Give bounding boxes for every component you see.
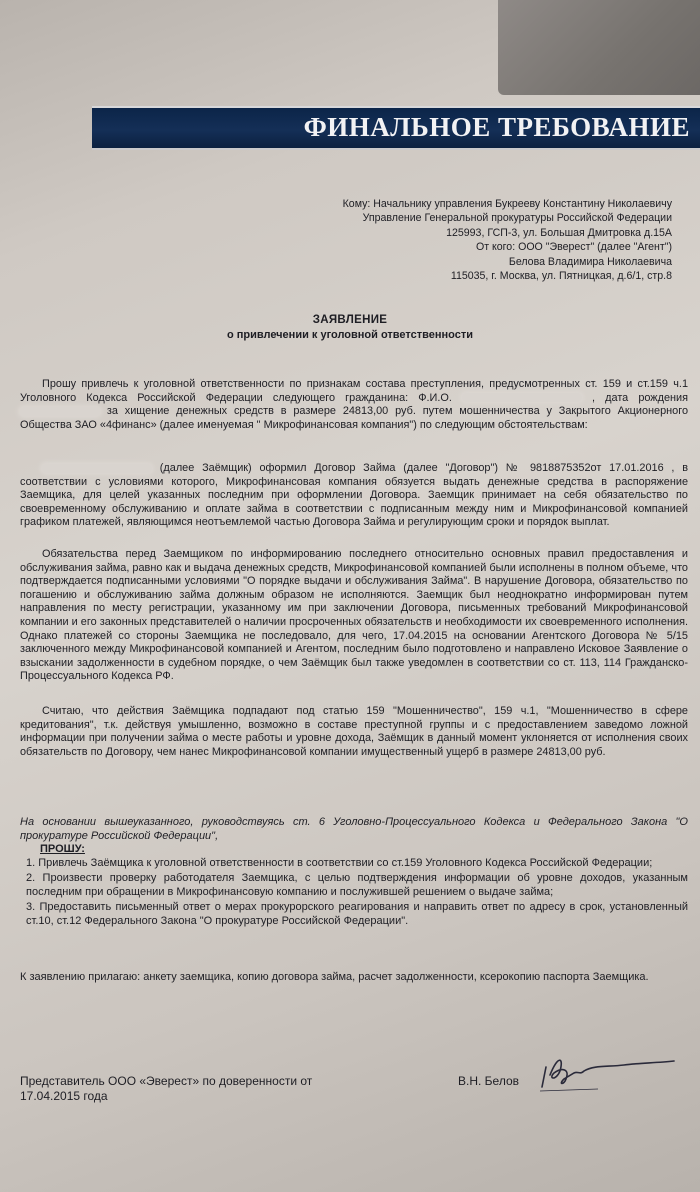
basis-paragraph: На основании вышеуказанного, руководствуясь ст. 6 Уголовно-Процессуального Кодекса и Федерального Закона "О прокуратуре Российской Федерации", bbox=[20, 816, 688, 842]
redacted-field bbox=[462, 393, 582, 402]
paragraph-text: , дата рождения bbox=[592, 391, 689, 404]
paragraph-text: Обязательства перед Заемщиком по информированию последнего относительно основных правил предоставления и обслуживания займа, равно как и выдача денежных средств, Микрофинансовой компанией были исполнены в полном объеме, что подтверждается подписанными условиями "О порядке выдачи и обслуживания Займа". В нарушение Договора, обязательство по погашению и обслуживанию займа должным образом не исполняются. Заемщик был неоднократно информирован путем направления по месту регистрации, указанному им при заключении Договора, письменных требований Микрофинансовой компании и его законных представителей о наличии просроченных обязательств и необходимости их своевременного исполнения. Однако платежей со стороны Заемщика не последовало, для чего, 17.04.2015 на основании Агентского Договора № 5/15 заключенного между Микрофинансовой компанией и Агентом, последним было подготовлено и направлено Исковое Заявление о взыскании задолженности в судебном порядке, о чем Заёмщик был также уведомлен в соответствии со ст. 113, 114 Гражданско-Процессуального Кодекса РФ. bbox=[20, 548, 688, 683]
redacted-field bbox=[42, 464, 152, 473]
address-line: Кому: Начальнику управления Букрееву Константину Николаевичу bbox=[342, 198, 672, 210]
request-heading: ПРОШУ: bbox=[40, 843, 85, 855]
paragraph-contract bbox=[20, 462, 688, 530]
representative-line: Представитель ООО «Эверест» по доверенности от bbox=[20, 1074, 313, 1088]
request-items bbox=[26, 856, 688, 929]
envelope-window bbox=[498, 0, 700, 95]
address-line: Белова Владимира Николаевича bbox=[508, 255, 672, 268]
paragraph-text: (далее Заёмщик) оформил Договор Займа (далее "Договор") № 9818875352от 17.01.2016 , в соответствии с условиями которого, Микрофинансовая компания обязуется выдать денежные средства в распоряжение Заемщика, для целей указанных последним при оформлении Договора. Заемщик принимает на себя обязательство по своевременному обслуживанию и оплате займа в соответствии с подписанным между ним и Микрофинансовой компанией графиком платежей, являющимся неотъемлемой частью Договора Займа и регулирующим сроки и порядок выплат. bbox=[20, 462, 688, 529]
address-line: 125993, ГСП-3, ул. Большая Дмитровка д.15А bbox=[446, 226, 672, 239]
address-line: Управление Генеральной прокуратуры Российской Федерации bbox=[362, 212, 672, 225]
banner-title: ФИНАЛЬНОЕ ТРЕБОВАНИЕ bbox=[303, 112, 690, 142]
header-banner bbox=[92, 106, 700, 150]
representative-date: 17.04.2015 года bbox=[20, 1089, 108, 1103]
address-line: От кого: ООО "Эверест" (далее "Агент") bbox=[475, 241, 672, 254]
paragraph-text: Считаю, что действия Заёмщика подпадают под статью 159 "Мошенничество", 159 ч.1, "Мошенничество в сфере кредитования", т.к. действуя умышленно, возможно в составе преступной группы и с предоставлением заведомо ложной информации при получении займа о месте работы и уровне дохода, Заёмщик в данный момент уклоняется от исполнения своих обязательств по Договору, чем нанес Микрофинансовой компании имущественный ущерб в размере 24813,00 руб. bbox=[20, 705, 688, 758]
request-item: 1. Привлечь Заёмщика к уголовной ответственности в соответствии со ст.159 Уголовного Кодекса Российской Федерации; bbox=[26, 857, 653, 869]
signer-name: В.Н. Белов bbox=[458, 1074, 520, 1088]
statement-subtitle: о привлечении к уголовной ответственности bbox=[226, 329, 474, 341]
paragraph-assessment bbox=[20, 705, 688, 759]
paragraph-text: Прошу привлечь к уголовной ответственности по признакам состава преступления, предусмотренных ст. 159 и ст.159 ч.1 Уголовного Кодекса Российской Федерации следующего гражданина: Ф.И.О. bbox=[20, 378, 688, 404]
paragraph-request bbox=[20, 378, 688, 432]
redacted-field bbox=[20, 407, 100, 416]
attachments-paragraph: К заявлению прилагаю: анкету заемщика, копию договора займа, расчет задолженности, ксерокопию паспорта Заемщика. bbox=[20, 971, 649, 983]
address-block bbox=[272, 197, 672, 283]
representative-block bbox=[20, 1074, 312, 1104]
paragraph-obligations bbox=[20, 548, 688, 684]
statement-title: ЗАЯВЛЕНИЕ bbox=[312, 314, 388, 326]
request-item: 3. Предоставить письменный ответ о мерах прокурорского реагирования и направить ответ по адресу в срок, установленный ст.10, ст.12 Федерального Закона "О прокуратуре Российской Федерации". bbox=[26, 901, 688, 927]
handwritten-signature bbox=[538, 1045, 678, 1095]
address-line: 115035, г. Москва, ул. Пятницкая, д.6/1, стр.8 bbox=[450, 270, 672, 283]
paragraph-text: за хищение денежных средств в размере 24813,00 руб. путем мошенничества у Закрытого Акционерного Общества ЗАО «4финанс» (далее именуемая " Микрофинансовая компания") по следующим обстоятельствам: bbox=[20, 405, 689, 431]
request-item: 2. Произвести проверку работодателя Заемщика, с целью подтверждения информации об уровне доходов, указанным последним при обращении в Микрофинансовую компанию и послужившей решением о выдаче займа; bbox=[26, 872, 688, 898]
